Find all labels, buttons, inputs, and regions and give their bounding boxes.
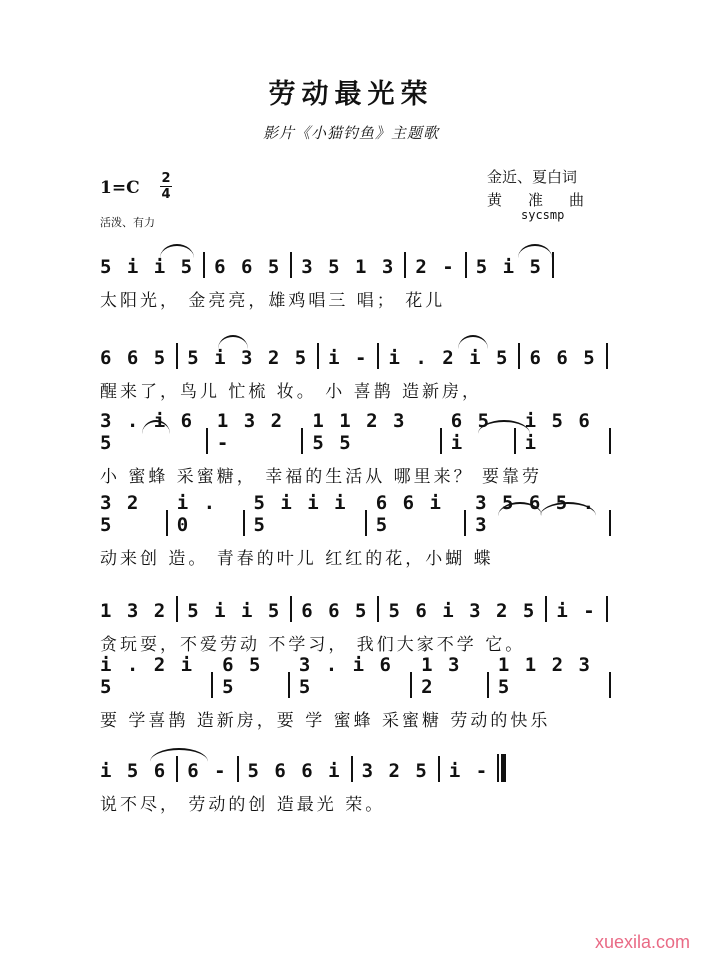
measure: 1 1 2 3 5 5	[312, 410, 407, 454]
barline	[290, 252, 292, 278]
barline	[206, 428, 208, 454]
score-line	[100, 252, 620, 311]
measure: 5 6 i 3 2 5	[388, 600, 537, 622]
measure: 5 i i i 5	[253, 492, 348, 536]
measure: i 5 6	[100, 760, 168, 782]
meter-top: 2	[161, 171, 171, 186]
lyrics-credit: 金近、夏白词	[487, 168, 578, 186]
song-title: 劳动最光荣	[268, 79, 434, 110]
measure: 6 6 5	[529, 347, 597, 369]
score-line	[100, 756, 620, 815]
measure: 6 5 i	[450, 410, 492, 454]
lyric-row: 说不尽， 劳动的创 造最光 荣。	[100, 795, 386, 815]
barline	[464, 510, 466, 536]
score-line	[100, 492, 620, 569]
barline	[288, 672, 290, 698]
barline	[552, 252, 554, 278]
measure: 5 i 3 2 5	[187, 347, 309, 369]
notation-row	[100, 654, 620, 698]
barline	[438, 756, 440, 782]
measure: i . 0	[176, 492, 218, 536]
lyric-row: 小 蜜蜂 采蜜糖， 幸福的生活从 哪里来？ 要靠劳	[100, 467, 543, 487]
measure: 3 2 5	[100, 492, 141, 536]
barline	[606, 343, 608, 369]
measure: 6 6 5	[214, 256, 282, 278]
measure: 3 5 1 3	[301, 256, 396, 278]
barline	[518, 343, 520, 369]
measure: 1 3 2 -	[216, 410, 285, 454]
measure: i 5 6 i	[524, 410, 592, 454]
barline	[609, 510, 611, 536]
barline	[211, 672, 213, 698]
barline	[351, 756, 353, 782]
barline	[237, 756, 239, 782]
measure: 1 1 2 3 5	[497, 654, 592, 698]
measure: 3 . i 6 5	[100, 410, 195, 454]
barline	[301, 428, 303, 454]
measure: 6 -	[187, 760, 228, 782]
watermark: xuexila.com	[594, 932, 690, 952]
barline	[203, 252, 205, 278]
tempo-marking: 活泼、有力	[100, 216, 155, 229]
measure: 6 6 i 5	[375, 492, 443, 536]
measure: 3 2 5	[361, 760, 429, 782]
measure: i . 2 i 5	[388, 347, 510, 369]
song-subtitle: 影片《小猫钓鱼》主题歌	[262, 124, 439, 142]
barline	[243, 510, 245, 536]
barline	[377, 596, 379, 622]
music-credit: 黄准曲	[487, 191, 611, 209]
lyric-row: 贪玩耍，不爱劳动 不学习， 我们大家不学 它。	[100, 635, 526, 655]
score-line	[100, 410, 620, 487]
measure: i -	[328, 347, 369, 369]
barline	[465, 252, 467, 278]
barline	[404, 252, 406, 278]
barline	[176, 596, 178, 622]
measure: 2 -	[415, 256, 456, 278]
lyric-row: 要 学喜鹊 造新房，要 学 蜜蜂 采蜜糖 劳动的快乐	[100, 711, 551, 731]
measure: 1 3 2	[421, 654, 462, 698]
score-line	[100, 654, 620, 731]
barline	[410, 672, 412, 698]
barline	[497, 754, 506, 782]
meter-bottom: 4	[161, 187, 171, 202]
measure: i . 2 i 5	[100, 654, 195, 698]
barline	[365, 510, 367, 536]
notation-row	[100, 596, 620, 622]
measure: i -	[556, 600, 597, 622]
notation-row	[100, 410, 620, 454]
lyric-row: 动来创 造。 青春的叶儿 红红的花，小蝴 蝶	[100, 549, 494, 569]
measure: 6 5 5	[222, 654, 263, 698]
score-line	[100, 343, 620, 402]
notation-row	[100, 343, 620, 369]
barline	[440, 428, 442, 454]
lyric-row: 太阳光， 金亮亮，雄鸡唱三 唱； 花儿	[100, 291, 446, 311]
slur	[518, 244, 552, 258]
slur	[160, 244, 194, 258]
barline	[377, 343, 379, 369]
barline	[290, 596, 292, 622]
measure: 1 3 2	[100, 600, 168, 622]
score-line	[100, 596, 620, 655]
barline	[487, 672, 489, 698]
barline	[609, 428, 611, 454]
measure: i -	[448, 760, 490, 782]
measure: 5 i i 5	[100, 256, 195, 278]
slur	[218, 335, 248, 349]
measure: 5 i 5	[475, 256, 543, 278]
barline	[609, 672, 611, 698]
barline	[545, 596, 547, 622]
measure: 6 6 5	[100, 347, 168, 369]
measure: 5 i i 5	[187, 600, 282, 622]
barline	[317, 343, 319, 369]
key-signature: 1=C	[100, 178, 140, 198]
barline	[176, 343, 178, 369]
measure: 3 . i 6 5	[298, 654, 393, 698]
barline	[606, 596, 608, 622]
time-signature	[160, 171, 172, 202]
measure: 6 6 5	[301, 600, 369, 622]
measure: 3 5 6 5 . 3	[475, 492, 597, 536]
slur	[458, 335, 488, 349]
measure: 5 6 6 i	[247, 760, 342, 782]
barline	[166, 510, 168, 536]
source-tag: sycsmp	[521, 208, 565, 222]
lyric-row: 醒来了，鸟儿 忙梳 妆。 小 喜鹊 造新房，	[100, 382, 483, 402]
slur	[150, 748, 208, 762]
